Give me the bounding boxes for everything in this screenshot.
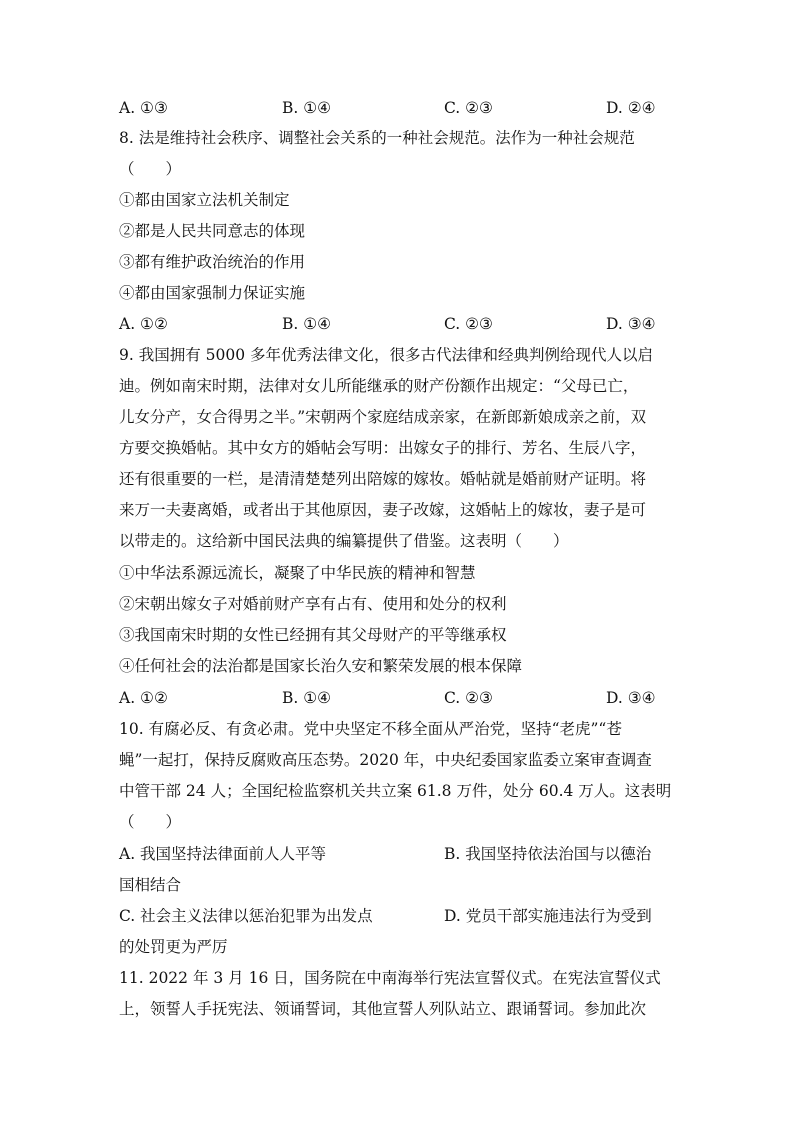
q9-stem-line: 还有很重要的一栏，是清清楚楚列出陪嫁的嫁妆。婚帖就是婚前财产证明。将 [119,470,647,488]
q9-option-d: D. ③④ [606,689,656,707]
q9-option-a: A. ①② [119,689,168,707]
q8-option-b: B. ①④ [282,315,332,333]
q7-option-b: B. ①④ [282,99,332,117]
q11-stem-line: 上，领誓人手抚宪法、领诵誓词，其他宣誓人列队站立、跟诵誓词。参加此次 [119,1000,647,1018]
q8-stem-line: （ ） [119,160,182,178]
q10-stem-line: 蝇”一起打，保持反腐败高压态势。2020 年，中央纪委国家监委立案审查调查 [119,751,652,769]
q9-item-2: ②宋朝出嫁女子对婚前财产享有占有、使用和处分的权利 [119,595,507,613]
q9-stem-line: 迪。例如南宋时期，法律对女儿所能继承的财产份额作出规定：“父母已亡， [119,377,639,395]
q7-option-a: A. ①③ [119,99,168,117]
q9-stem-line: 方要交换婚帖。其中女方的婚帖会写明：出嫁女子的排行、芳名、生辰八字， [119,439,647,457]
q8-option-c: C. ②③ [444,315,493,333]
q9-stem-line: 9. 我国拥有 5000 多年优秀法律文化，很多古代法律和经典判例给现代人以启 [119,346,654,364]
q9-item-4: ④任何社会的法治都是国家长治久安和繁荣发展的根本保障 [119,657,523,675]
q9-option-b: B. ①④ [282,689,332,707]
q10-option-b-wrap: 国相结合 [119,876,182,894]
q9-stem-line: 儿女分产，女合得男之半。”宋朝两个家庭结成亲家，在新郎新娘成亲之前，双 [119,408,647,426]
q8-stem-line: 8. 法是维持社会秩序、调整社会关系的一种社会规范。法作为一种社会规范 [119,129,635,147]
q9-item-3: ③我国南宋时期的女性已经拥有其父母财产的平等继承权 [119,626,507,644]
q8-item-4: ④都由国家强制力保证实施 [119,284,306,302]
q10-stem-line: 中管干部 24 人；全国纪检监察机关共立案 61.8 万件，处分 60.4 万人。这表明 [119,782,672,800]
q10-option-d-wrap: 的处罚更为严厉 [119,938,228,956]
q10-option-b: B. 我国坚持依法治国与以德治 [444,845,652,863]
q9-stem-line: 来万一夫妻离婚，或者出于其他原因，妻子改嫁，这婚帖上的嫁妆，妻子是可 [119,501,647,519]
q10-option-a: A. 我国坚持法律面前人人平等 [119,845,327,863]
q8-item-2: ②都是人民共同意志的体现 [119,222,306,240]
q10-option-d: D. 党员干部实施违法行为受到 [444,907,652,925]
q8-item-3: ③都有维护政治统治的作用 [119,253,306,271]
q9-option-c: C. ②③ [444,689,493,707]
q8-option-d: D. ③④ [606,315,656,333]
q7-option-c: C. ②③ [444,99,493,117]
q8-option-a: A. ①② [119,315,168,333]
q8-item-1: ①都由国家立法机关制定 [119,191,290,209]
q7-option-d: D. ②④ [606,99,656,117]
q9-stem-line: 以带走的。这给新中国民法典的编纂提供了借鉴。这表明（ ） [119,532,569,550]
q10-option-c: C. 社会主义法律以惩治犯罪为出发点 [119,907,373,925]
q10-stem-line: 10. 有腐必反、有贪必肃。党中央坚定不移全面从严治党，坚持“老虎”“苍 [119,720,622,738]
q11-stem-line: 11. 2022 年 3 月 16 日，国务院在中南海举行宪法宣誓仪式。在宪法宣誓仪式 [119,969,661,987]
q10-stem-line: （ ） [119,813,182,831]
q9-item-1: ①中华法系源远流长，凝聚了中华民族的精神和智慧 [119,564,476,582]
